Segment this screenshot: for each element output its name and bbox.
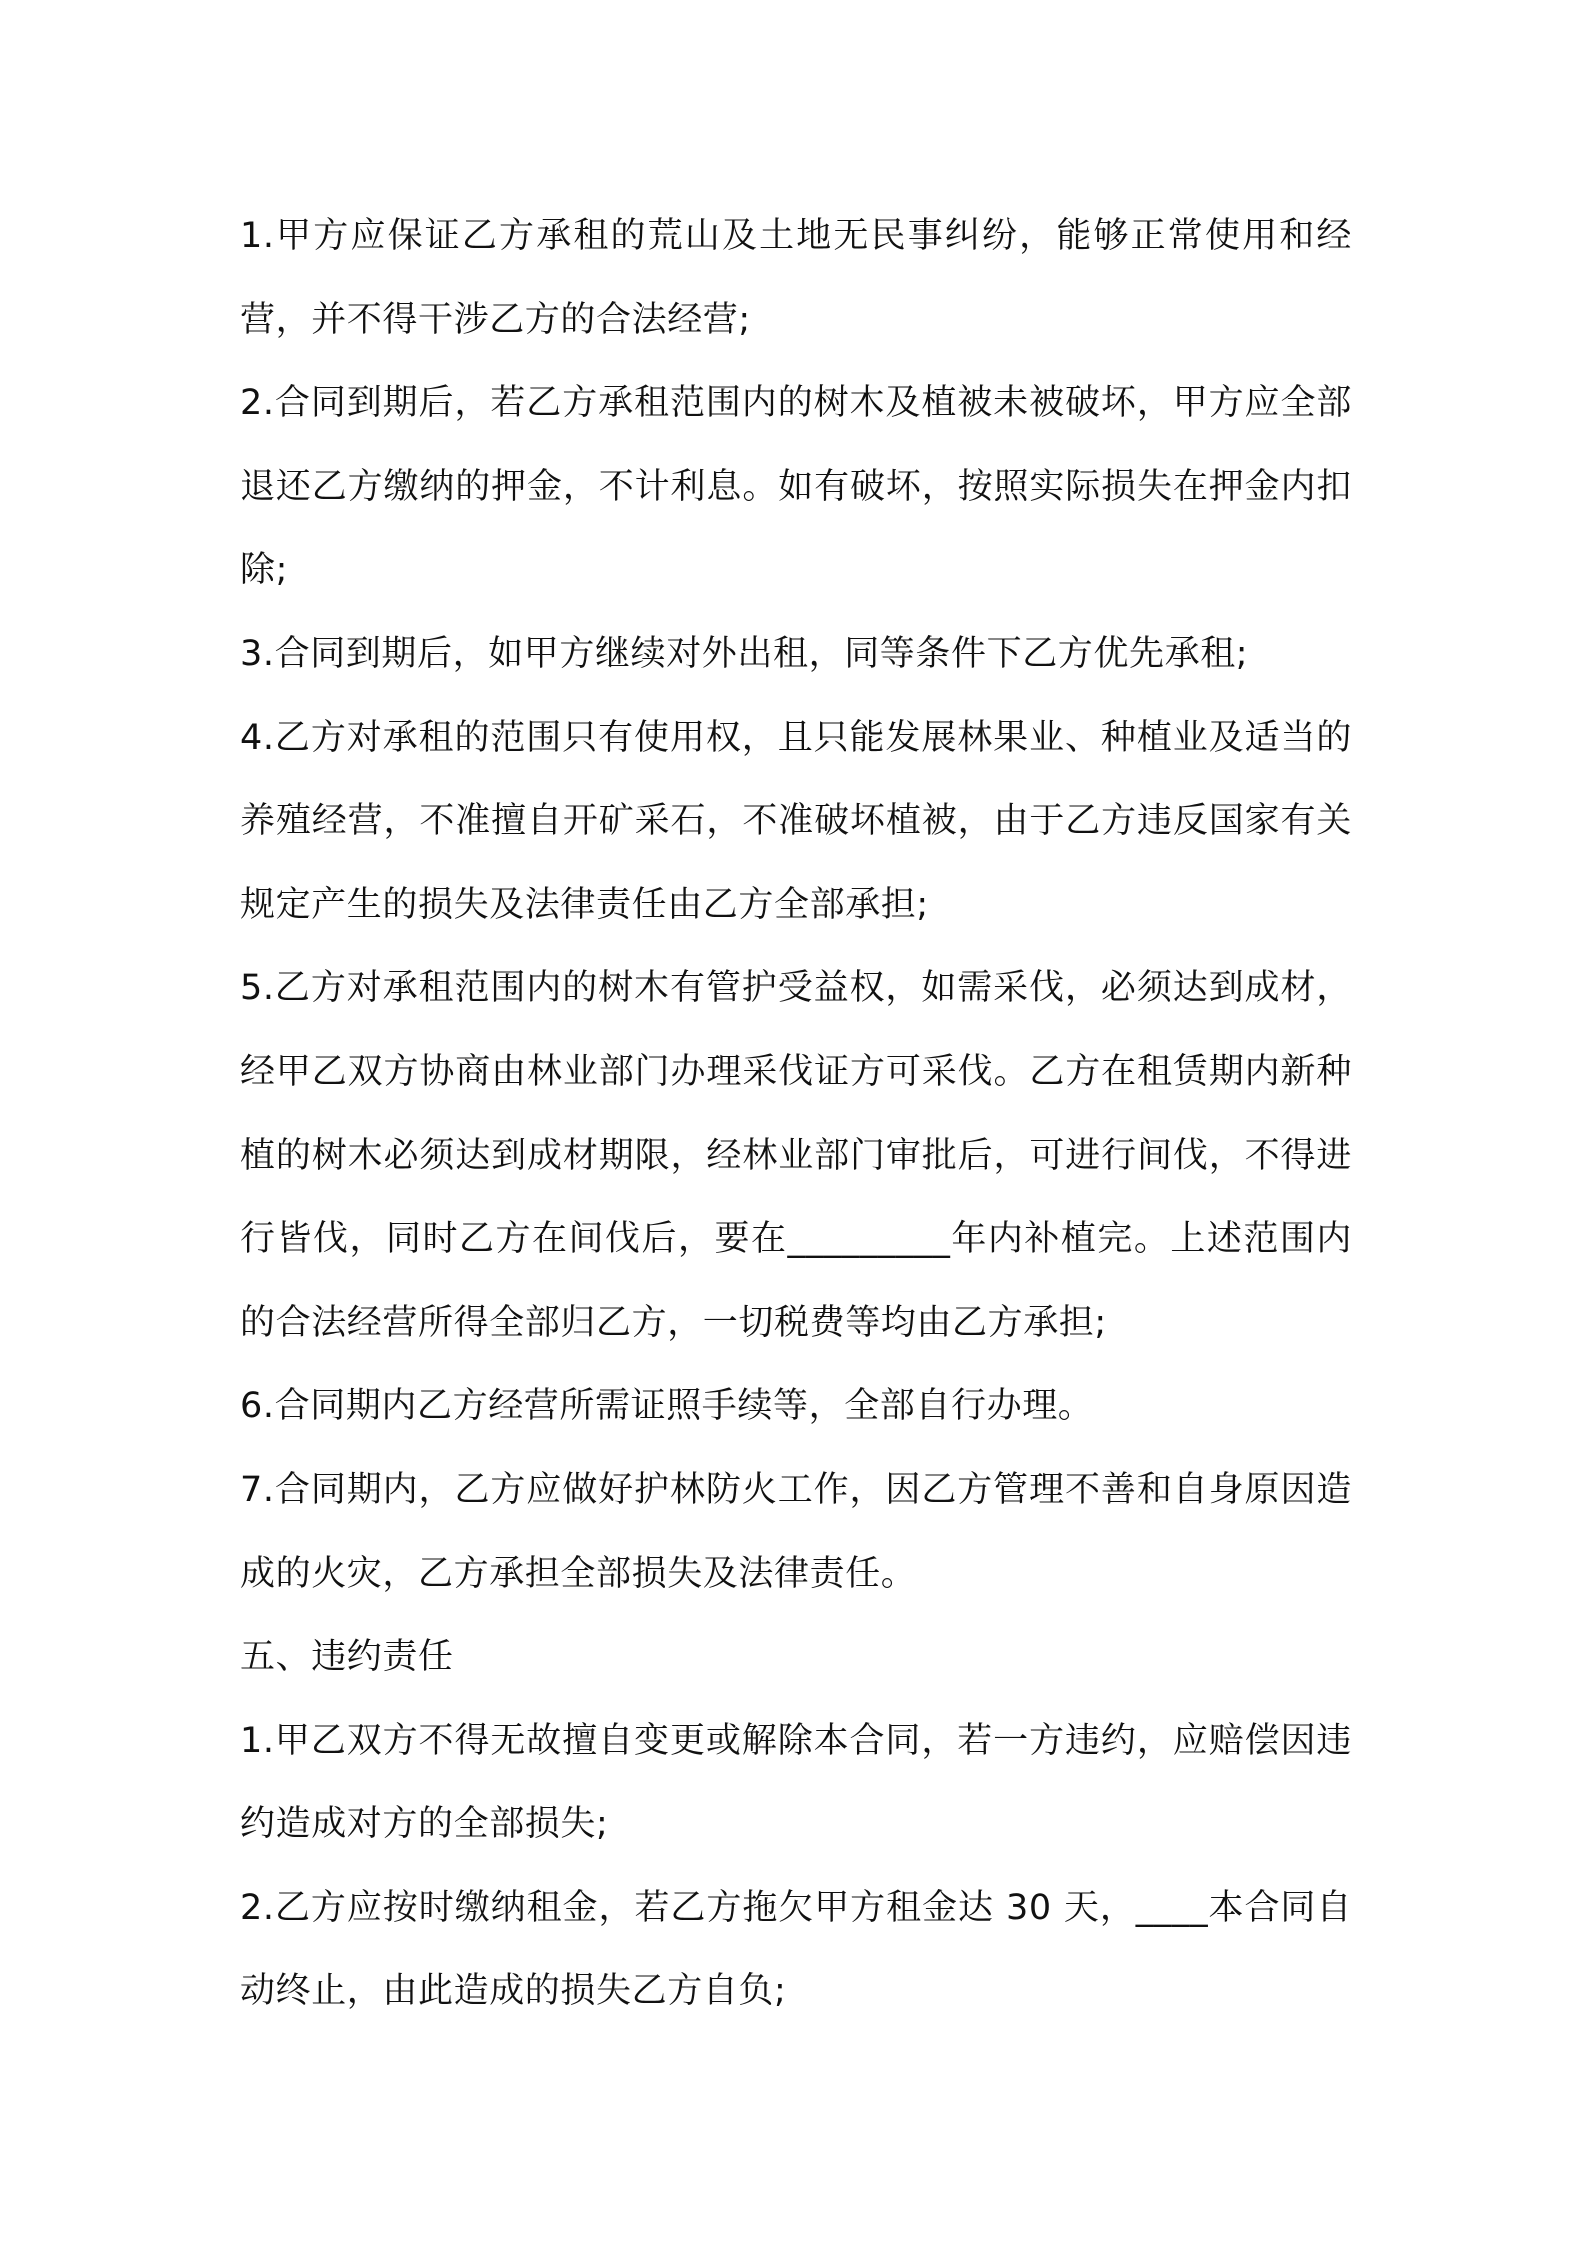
clause-paragraph: 2.合同到期后，若乙方承租范围内的树木及植被未被破坏，甲方应全部退还乙方缴纳的押金，不计利息。如有破坏，按照实际损失在押金内扣除;: [240, 383, 1352, 591]
clause-paragraph: 2.乙方应按时缴纳租金，若乙方拖欠甲方租金达 30 天，____本合同自动终止，由此造成的损失乙方自负;: [240, 1887, 1352, 2012]
clause-paragraph: 1.甲方应保证乙方承租的荒山及土地无民事纠纷，能够正常使用和经营，并不得干涉乙方的合法经营;: [240, 216, 1352, 340]
clause-paragraph: 1.甲乙双方不得无故擅自变更或解除本合同，若一方违约，应赔偿因违约造成对方的全部损失;: [240, 1720, 1352, 1845]
document-body: [240, 195, 1352, 2034]
clause-paragraph: 6.合同期内乙方经营所需证照手续等，全部自行办理。: [240, 1386, 1094, 1427]
clause-paragraph: 3.合同到期后，如甲方继续对外出租，同等条件下乙方优先承租;: [240, 633, 1249, 674]
section-heading: 五、违约责任: [240, 1637, 454, 1678]
clause-paragraph: 7.合同期内，乙方应做好护林防火工作，因乙方管理不善和自身原因造成的火灾，乙方承担全部损失及法律责任。: [240, 1469, 1352, 1594]
clause-paragraph: 5.乙方对承租范围内的树木有管护受益权，如需采伐，必须达到成材，经甲乙双方协商由林业部门办理采伐证方可采伐。乙方在租赁期内新种植的树木必须达到成材期限，经林业部门审批后，可进行间伐，不得进行皆伐，同时乙方在间伐后，要在_________年内补植完。上述范围内的合法经营所得全部归乙方，一切税费等均由乙方承担;: [240, 968, 1352, 1343]
clause-paragraph: 4.乙方对承租的范围只有使用权，且只能发展林果业、种植业及适当的养殖经营，不准擅自开矿采石，不准破坏植被，由于乙方违反国家有关规定产生的损失及法律责任由乙方全部承担;: [240, 717, 1352, 925]
